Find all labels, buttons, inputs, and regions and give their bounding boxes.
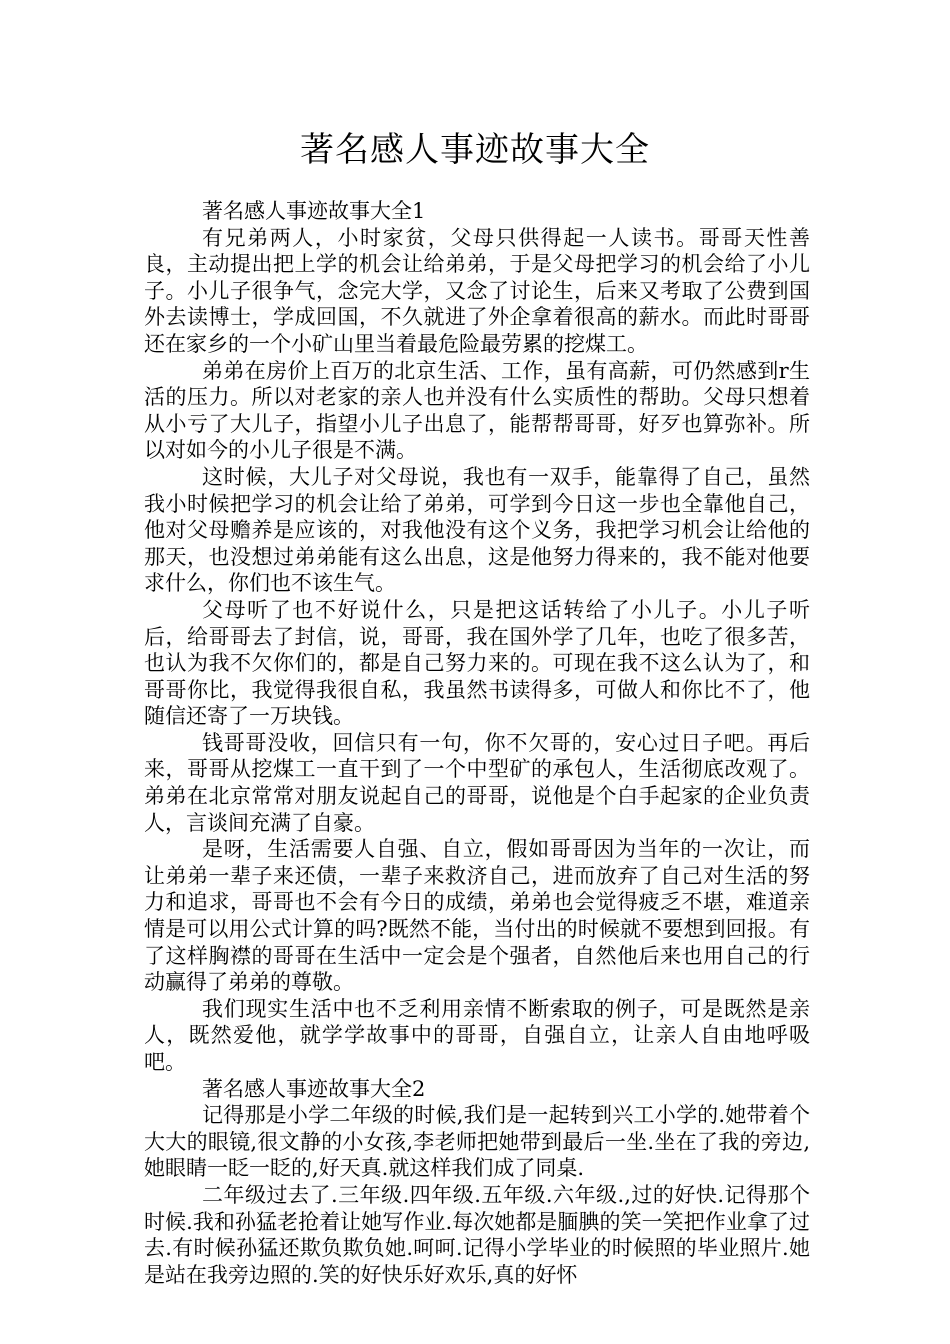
- paragraph: 这时候，大儿子对父母说，我也有一双手，能靠得了自己，虽然我小时候把学习的机会让给了弟弟，可学到今日这一步也全靠他自己，他对父母赡养是应该的，对我他没有这个义务，我把学习机会让给他的那天，也没想过弟弟能有这么出息，这是他努力得来的，我不能对他要求什么，你们也不该生气。: [144, 464, 810, 596]
- document-title: 著名感人事迹故事大全: [300, 130, 650, 170]
- paragraph: 二年级过去了.三年级.四年级.五年级.六年级.,过的好快.记得那个时候.我和孙猛老抢着让她写作业.每次她都是腼腆的笑一笑把作业拿了过去.有时候孙猛还欺负欺负她.呵呵.记得小学毕业的时候照的毕业照片.她是站在我旁边照的.笑的好快乐好欢乐,真的好怀: [144, 1182, 810, 1287]
- paragraph: 弟弟在房价上百万的北京生活、工作，虽有高薪，可仍然感到r生活的压力。所以对老家的亲人也并没有什么实质性的帮助。父母只想着从小亏了大儿子，指望小儿子出息了，能帮帮哥哥，好歹也算弥补。所以对如今的小儿子很是不满。: [144, 358, 810, 463]
- paragraph: 父母听了也不好说什么，只是把这话转给了小儿子。小儿子听后，给哥哥去了封信，说，哥哥，我在国外学了几年，也吃了很多苦，也认为我不欠你们的，都是自己努力来的。可现在我不这么认为了，和哥哥你比，我觉得我很自私，我虽然书读得多，可做人和你比不了，他随信还寄了一万块钱。: [144, 597, 810, 729]
- section-heading: 著名感人事迹故事大全2: [202, 1076, 426, 1101]
- paragraph: 有兄弟两人，小时家贫，父母只供得起一人读书。哥哥天性善良，主动提出把上学的机会让给弟弟，于是父母把学习的机会给了小儿子。小儿子很争气，念完大学，又念了讨论生，后来又考取了公费到国外去读博士，学成回国，不久就进了外企拿着很高的薪水。而此时哥哥还在家乡的一个小矿山里当着最危险最劳累的挖煤工。: [144, 225, 810, 356]
- section-heading: 著名感人事迹故事大全1: [202, 199, 426, 223]
- paragraph: 是呀，生活需要人自强、自立，假如哥哥因为当年的一次让，而让弟弟一辈子来还债，一辈子来救济自己，进而放弃了自己对生活的努力和追求，哥哥也不会有今日的成绩，弟弟也会觉得疲乏不堪，难道亲情是可以用公式计算的吗?既然不能，当付出的时候就不要想到回报。有了这样胸襟的哥哥在生活中一定会是个强者，自然他后来也用自己的行动赢得了弟弟的尊敬。: [144, 837, 810, 995]
- paragraph: 我们现实生活中也不乏利用亲情不断索取的例子，可是既然是亲人，既然爱他，就学学故事中的哥哥，自强自立，让亲人自由地呼吸吧。: [144, 996, 810, 1074]
- document-body: [144, 198, 810, 1288]
- paragraph: 钱哥哥没收，回信只有一句，你不欠哥的，安心过日子吧。再后来，哥哥从挖煤工一直干到了一个中型矿的承包人，生活彻底改观了。弟弟在北京常常对朋友说起自己的哥哥，说他是个白手起家的企业负责人，言谈间充满了自豪。: [144, 730, 810, 835]
- paragraph: 记得那是小学二年级的时候,我们是一起转到兴工小学的.她带着个大大的眼镜,很文静的小女孩,李老师把她带到最后一坐.坐在了我的旁边,她眼睛一眨一眨的,好天真.就这样我们成了同桌.: [144, 1103, 810, 1181]
